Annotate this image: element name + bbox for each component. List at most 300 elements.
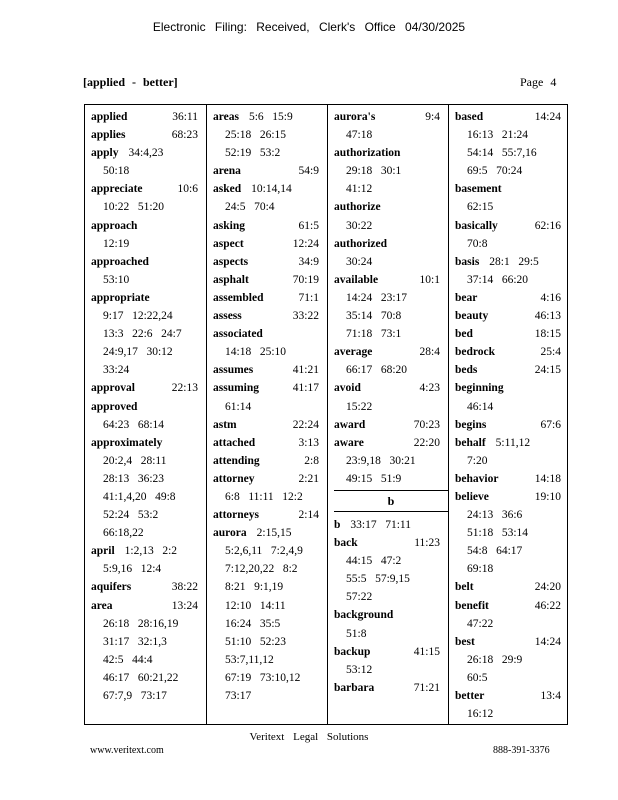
index-entry — [455, 343, 569, 361]
index-term: aspects — [213, 255, 249, 268]
footer-company: Veritext Legal Solutions — [249, 731, 369, 743]
index-term: background — [334, 609, 394, 622]
index-term: beginning — [455, 382, 504, 395]
index-refs-continuation — [455, 398, 569, 416]
index-page-refs: 61:14 — [225, 400, 252, 413]
index-page-refs: 19:10 — [534, 490, 561, 503]
index-refs-continuation — [455, 162, 569, 180]
index-term: aurora's — [334, 111, 376, 123]
index-page-refs: 28:1 29:5 — [489, 255, 539, 268]
index-page-refs: 41:15 — [413, 645, 440, 658]
index-entry — [91, 289, 206, 307]
index-entry — [334, 108, 448, 126]
index-page-refs: 69:5 70:24 — [467, 165, 523, 178]
index-term: bear — [455, 291, 478, 304]
index-term: attending — [213, 454, 260, 467]
index-page-refs: 38:22 — [171, 581, 198, 594]
index-refs-continuation — [334, 588, 448, 606]
index-term: approved — [91, 400, 138, 413]
section-letter-header: b — [334, 490, 448, 512]
index-refs-continuation — [91, 488, 206, 506]
index-entry — [91, 597, 206, 615]
index-page-refs: 13:3 22:6 24:7 — [103, 328, 182, 341]
index-page-refs: 24:9,17 30:12 — [103, 346, 173, 359]
index-page-refs: 69:18 — [467, 563, 494, 576]
index-entry — [455, 108, 569, 126]
index-page-refs: 9:17 12:22,24 — [103, 310, 173, 323]
index-page-refs: 52:19 53:2 — [225, 147, 281, 160]
index-range: [applied - better] — [83, 75, 178, 89]
index-term: aurora — [213, 527, 247, 540]
index-refs-continuation — [213, 488, 327, 506]
index-term: award — [334, 418, 366, 431]
index-page-refs: 71:18 73:1 — [346, 328, 402, 341]
index-page-refs: 24:5 70:4 — [225, 201, 275, 214]
index-term: basically — [455, 219, 498, 232]
index-entry — [91, 434, 206, 452]
index-term: applies — [91, 129, 126, 142]
index-page-refs: 55:5 57:9,15 — [346, 573, 410, 586]
index-entry — [213, 506, 327, 524]
index-term: barbara — [334, 681, 375, 694]
index-refs-continuation — [91, 524, 206, 542]
index-page-refs: 64:23 68:14 — [103, 418, 165, 431]
index-refs-continuation — [334, 126, 448, 144]
index-page-refs: 47:18 — [346, 129, 373, 142]
index-refs-continuation — [455, 669, 569, 687]
index-term: authorization — [334, 147, 401, 160]
index-page-refs: 68:23 — [171, 129, 198, 142]
index-entry — [455, 217, 569, 235]
index-term: beds — [455, 364, 478, 377]
index-term: asking — [213, 219, 245, 232]
index-term: avoid — [334, 382, 361, 395]
index-entry — [91, 108, 206, 126]
index-page-refs: 4:16 — [540, 291, 561, 304]
index-term: believe — [455, 490, 489, 503]
index-page-refs: 1:2,13 2:2 — [124, 545, 178, 558]
index-term: bed — [455, 328, 473, 341]
index-page-refs: 11:23 — [414, 537, 440, 550]
index-page-refs: 70:19 — [292, 273, 319, 286]
index-page-refs: 37:14 66:20 — [467, 273, 529, 286]
index-refs-continuation — [91, 669, 206, 687]
index-refs-continuation — [91, 325, 206, 343]
index-page-refs: 53:10 — [103, 273, 130, 286]
index-term: belt — [455, 581, 474, 594]
index-term: areas — [213, 111, 239, 123]
index-page-refs: 47:22 — [467, 617, 494, 630]
index-entry — [213, 271, 327, 289]
index-entry — [334, 606, 448, 624]
index-page-refs: 23:9,18 30:21 — [346, 454, 416, 467]
index-page-refs: 24:15 — [534, 364, 561, 377]
index-term: best — [455, 635, 475, 648]
index-page-refs: 24:20 — [534, 581, 561, 594]
index-page-refs: 20:2,4 28:11 — [103, 454, 167, 467]
index-refs-continuation — [455, 524, 569, 542]
index-entry — [455, 597, 569, 615]
index-term: begins — [455, 418, 487, 431]
index-refs-continuation — [91, 560, 206, 578]
index-refs-continuation — [455, 560, 569, 578]
index-refs-continuation — [91, 416, 206, 434]
index-entry — [91, 126, 206, 144]
index-term: basis — [455, 255, 480, 268]
index-page-refs: 26:18 29:9 — [467, 653, 523, 666]
index-page-refs: 41:12 — [346, 183, 373, 196]
index-term: attorney — [213, 472, 255, 485]
index-refs-continuation — [213, 669, 327, 687]
index-term: better — [455, 690, 485, 702]
index-entry — [213, 361, 327, 379]
index-refs-continuation — [213, 343, 327, 361]
index-page-refs: 54:14 55:7,16 — [467, 147, 537, 160]
index-page-refs: 6:8 11:11 12:2 — [225, 490, 303, 503]
index-refs-continuation — [91, 452, 206, 470]
index-page-refs: 14:18 — [534, 472, 561, 485]
index-term: back — [334, 537, 358, 550]
index-page-refs: 22:13 — [171, 382, 198, 395]
index-term: approval — [91, 382, 135, 395]
index-entry — [213, 253, 327, 271]
index-page-refs: 16:24 35:5 — [225, 617, 281, 630]
index-page-refs: 71:21 — [413, 681, 440, 694]
index-term: april — [91, 545, 115, 558]
index-term: approximately — [91, 436, 163, 449]
index-entry — [213, 180, 327, 198]
index-page-refs: 14:18 25:10 — [225, 346, 287, 359]
index-entry — [455, 578, 569, 596]
index-entry — [455, 687, 569, 705]
index-refs-continuation — [91, 651, 206, 669]
index-page-refs: 46:14 — [467, 400, 494, 413]
index-page-refs: 33:24 — [103, 364, 130, 377]
index-refs-continuation — [334, 361, 448, 379]
index-refs-continuation — [334, 570, 448, 588]
index-term: beauty — [455, 310, 489, 323]
index-page-refs: 57:22 — [346, 591, 373, 604]
index-term: b — [334, 518, 341, 531]
index-refs-continuation — [334, 452, 448, 470]
index-entry — [455, 379, 569, 397]
index-entry — [334, 198, 448, 216]
index-page-refs: 2:21 — [298, 472, 319, 485]
index-refs-continuation — [91, 343, 206, 361]
index-entry — [334, 379, 448, 397]
index-page-refs: 29:18 30:1 — [346, 165, 402, 178]
index-term: authorized — [334, 237, 388, 250]
index-term: behavior — [455, 472, 499, 485]
index-entry — [213, 162, 327, 180]
index-page-refs: 42:5 44:4 — [103, 653, 153, 666]
index-refs-continuation — [213, 651, 327, 669]
index-entry — [455, 470, 569, 488]
index-refs-continuation — [334, 398, 448, 416]
index-page-refs: 14:24 — [534, 635, 561, 648]
index-page-refs: 62:16 — [534, 219, 561, 232]
index-page-refs: 66:18,22 — [103, 527, 144, 540]
index-page-refs: 34:4,23 — [128, 147, 164, 160]
index-page-refs: 7:12,20,22 8:2 — [225, 563, 298, 576]
index-refs-continuation — [213, 578, 327, 596]
index-page-refs: 26:18 28:16,19 — [103, 617, 179, 630]
index-entry — [334, 516, 448, 534]
index-page-refs: 16:12 — [467, 708, 494, 721]
index-page-refs: 13:24 — [171, 599, 198, 612]
index-entry — [213, 289, 327, 307]
index-page-refs: 62:15 — [467, 201, 494, 214]
index-refs-continuation — [213, 633, 327, 651]
index-entry — [455, 253, 569, 271]
index-refs-continuation — [91, 307, 206, 325]
index-refs-continuation — [455, 705, 569, 723]
index-entry — [213, 416, 327, 434]
index-entry — [213, 325, 327, 343]
index-entry — [334, 343, 448, 361]
index-page-refs: 30:24 — [346, 255, 373, 268]
index-page-refs: 22:24 — [292, 418, 319, 431]
index-entry — [334, 235, 448, 253]
index-entry — [213, 217, 327, 235]
index-page-refs: 5:11,12 — [495, 436, 531, 449]
index-refs-continuation — [91, 470, 206, 488]
index-entry — [455, 361, 569, 379]
index-entry — [91, 379, 206, 397]
index-page-refs: 5:6 15:9 — [248, 111, 293, 123]
index-page-refs: 70:8 — [467, 237, 488, 250]
index-refs-continuation — [213, 560, 327, 578]
index-term: area — [91, 599, 113, 612]
index-term: average — [334, 346, 373, 359]
index-refs-continuation — [455, 615, 569, 633]
index-page-refs: 3:13 — [298, 436, 319, 449]
page-number: Page 4 — [520, 75, 557, 89]
index-refs-continuation — [334, 625, 448, 643]
index-entry — [334, 144, 448, 162]
index-page-refs: 14:24 — [534, 111, 561, 123]
index-page-refs: 14:24 23:17 — [346, 291, 408, 304]
index-term: basement — [455, 183, 502, 196]
index-page-refs: 46:17 60:21,22 — [103, 671, 179, 684]
index-entry — [455, 416, 569, 434]
index-refs-continuation — [334, 162, 448, 180]
index-page-refs: 41:1,4,20 49:8 — [103, 490, 176, 503]
index-refs-continuation — [455, 452, 569, 470]
word-index-table — [84, 104, 568, 725]
index-term: assess — [213, 310, 242, 323]
index-term: attached — [213, 436, 256, 449]
index-term: benefit — [455, 599, 489, 612]
index-refs-continuation — [213, 615, 327, 633]
index-entry — [334, 434, 448, 452]
index-page-refs: 73:17 — [225, 690, 252, 702]
index-refs-continuation — [91, 615, 206, 633]
index-term: aware — [334, 436, 364, 449]
index-entry — [455, 180, 569, 198]
index-page-refs: 46:13 — [534, 310, 561, 323]
index-entry — [455, 434, 569, 452]
index-refs-continuation — [213, 597, 327, 615]
index-term: asked — [213, 183, 242, 196]
footer-phone: 888-391-3376 — [493, 745, 550, 756]
index-refs-continuation — [91, 271, 206, 289]
index-page-refs: 41:17 — [292, 382, 319, 395]
index-term: behalf — [455, 436, 486, 449]
index-entry — [455, 633, 569, 651]
index-page-refs: 5:9,16 12:4 — [103, 563, 162, 576]
index-refs-continuation — [91, 198, 206, 216]
index-page-refs: 7:20 — [467, 454, 488, 467]
index-entry — [455, 289, 569, 307]
index-refs-continuation — [334, 325, 448, 343]
index-term: based — [455, 111, 484, 123]
index-term: approach — [91, 219, 138, 232]
index-refs-continuation — [213, 398, 327, 416]
index-entry — [213, 524, 327, 542]
index-term: assuming — [213, 382, 260, 395]
index-refs-continuation — [455, 271, 569, 289]
index-entry — [91, 542, 206, 560]
index-page-refs: 50:18 — [103, 165, 130, 178]
index-page-refs: 12:24 — [292, 237, 319, 250]
index-page-refs: 61:5 — [298, 219, 319, 232]
index-entry — [334, 534, 448, 552]
index-entry — [213, 452, 327, 470]
index-refs-continuation — [213, 126, 327, 144]
index-entry — [334, 643, 448, 661]
index-refs-continuation — [455, 651, 569, 669]
index-refs-continuation — [334, 470, 448, 488]
index-page-refs: 10:6 — [177, 183, 198, 196]
index-page-refs: 67:6 — [540, 418, 561, 431]
index-term: authorize — [334, 201, 381, 214]
index-page-refs: 51:18 53:14 — [467, 527, 529, 540]
index-entry — [213, 307, 327, 325]
index-entry — [455, 488, 569, 506]
index-page-refs: 44:15 47:2 — [346, 555, 402, 568]
index-term: arena — [213, 165, 241, 178]
index-entry — [455, 325, 569, 343]
index-refs-continuation — [91, 361, 206, 379]
index-refs-continuation — [91, 506, 206, 524]
index-page-refs: 25:4 — [540, 346, 561, 359]
index-entry — [213, 108, 327, 126]
index-page-refs: 54:9 — [298, 165, 319, 178]
index-page-refs: 8:21 9:1,19 — [225, 581, 284, 594]
index-term: bedrock — [455, 346, 496, 359]
index-entry — [213, 379, 327, 397]
index-refs-continuation — [91, 687, 206, 705]
index-entry — [213, 235, 327, 253]
index-refs-continuation — [334, 253, 448, 271]
index-refs-continuation — [455, 506, 569, 524]
index-term: assembled — [213, 291, 264, 304]
index-refs-continuation — [91, 162, 206, 180]
index-term: backup — [334, 645, 371, 658]
index-term: assumes — [213, 364, 254, 377]
index-page-refs: 30:22 — [346, 219, 373, 232]
index-term: asphalt — [213, 273, 249, 286]
index-page-refs: 51:10 52:23 — [225, 635, 287, 648]
index-term: aspect — [213, 237, 244, 250]
index-entry — [213, 434, 327, 452]
index-refs-continuation — [334, 307, 448, 325]
index-term: approached — [91, 255, 149, 268]
index-refs-continuation — [455, 235, 569, 253]
filing-stamp: Electronic Filing: Received, Clerk's Office 04/30/2025 — [152, 20, 466, 34]
index-page-refs: 67:7,9 73:17 — [103, 690, 167, 702]
index-page-refs: 12:10 14:11 — [225, 599, 286, 612]
index-page-refs: 36:11 — [172, 111, 198, 123]
index-column-4 — [448, 105, 569, 724]
index-page-refs: 49:15 51:9 — [346, 472, 402, 485]
index-page-refs: 13:4 — [540, 690, 561, 702]
index-entry — [334, 271, 448, 289]
index-page-refs: 10:22 51:20 — [103, 201, 165, 214]
index-page-refs: 67:19 73:10,12 — [225, 671, 301, 684]
index-term: applied — [91, 111, 128, 123]
index-term: attorneys — [213, 509, 259, 522]
index-page-refs: 10:14,14 — [251, 183, 292, 196]
index-page-refs: 15:22 — [346, 400, 373, 413]
index-refs-continuation — [334, 217, 448, 235]
index-refs-continuation — [213, 687, 327, 705]
index-page-refs: 10:1 — [419, 273, 440, 286]
index-term: aquifers — [91, 581, 132, 594]
index-refs-continuation — [334, 289, 448, 307]
index-entry — [91, 144, 206, 162]
index-refs-continuation — [455, 144, 569, 162]
index-page-refs: 34:9 — [298, 255, 319, 268]
index-entry — [334, 416, 448, 434]
index-page-refs: 28:13 36:23 — [103, 472, 165, 485]
index-column-2 — [206, 105, 327, 724]
index-refs-continuation — [91, 235, 206, 253]
index-page-refs: 41:21 — [292, 364, 319, 377]
index-refs-continuation — [455, 198, 569, 216]
index-page-refs: 2:15,15 — [256, 527, 292, 540]
index-page-refs: 51:8 — [346, 627, 367, 640]
index-entry — [91, 217, 206, 235]
index-term: appreciate — [91, 183, 143, 196]
index-entry — [455, 307, 569, 325]
footer-website: www.veritext.com — [90, 745, 164, 756]
index-page-refs: 70:23 — [413, 418, 440, 431]
index-page-refs: 18:15 — [534, 328, 561, 341]
index-column-1 — [85, 105, 206, 724]
index-page-refs: 5:2,6,11 7:2,4,9 — [225, 545, 303, 558]
index-page-refs: 12:19 — [103, 237, 130, 250]
index-page-refs: 53:7,11,12 — [225, 653, 274, 666]
index-page-refs: 46:22 — [534, 599, 561, 612]
index-refs-continuation — [213, 542, 327, 560]
index-page-refs: 52:24 53:2 — [103, 509, 159, 522]
index-page-refs: 22:20 — [413, 436, 440, 449]
index-entry — [91, 180, 206, 198]
index-entry — [91, 578, 206, 596]
index-page-refs: 53:12 — [346, 663, 373, 676]
index-page-refs: 9:4 — [425, 111, 440, 123]
index-page-refs: 4:23 — [419, 382, 440, 395]
index-refs-continuation — [213, 144, 327, 162]
index-term: astm — [213, 418, 237, 431]
index-entry — [213, 470, 327, 488]
index-page-refs: 24:13 36:6 — [467, 509, 523, 522]
index-refs-continuation — [213, 198, 327, 216]
index-entry — [91, 398, 206, 416]
index-refs-continuation — [334, 552, 448, 570]
